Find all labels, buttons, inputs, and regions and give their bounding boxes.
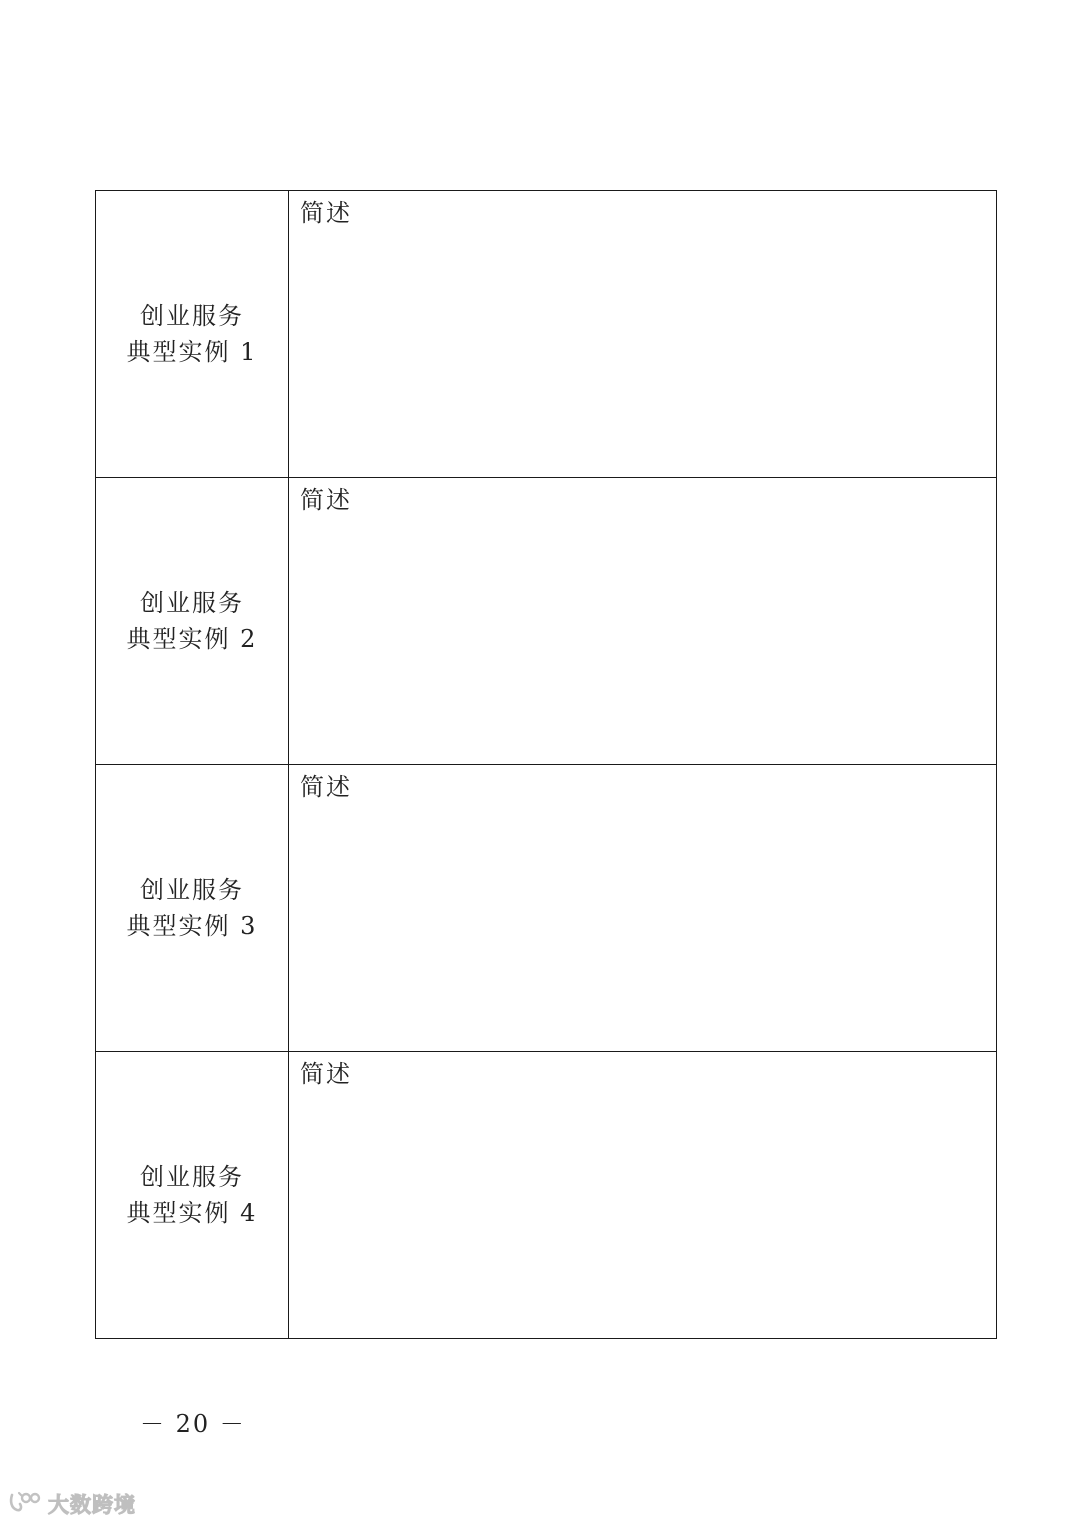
row-label-cell bbox=[96, 478, 289, 765]
table-row bbox=[96, 191, 997, 478]
description-cell[interactable] bbox=[289, 478, 997, 765]
description-label: 简述 bbox=[300, 1060, 352, 1088]
description-cell[interactable] bbox=[289, 191, 997, 478]
row-label-cell bbox=[96, 191, 289, 478]
description-cell[interactable] bbox=[289, 1052, 997, 1339]
description-label: 简述 bbox=[300, 773, 352, 801]
row-label-line1: 创业服务 bbox=[140, 589, 244, 617]
brand-logo-icon bbox=[8, 1489, 42, 1519]
description-cell[interactable] bbox=[289, 765, 997, 1052]
page-number: － 20 － bbox=[140, 1410, 246, 1438]
row-label-line1: 创业服务 bbox=[140, 876, 244, 904]
description-label: 简述 bbox=[300, 486, 352, 514]
row-label-line2: 典型实例 4 bbox=[126, 1199, 258, 1227]
row-label-line1: 创业服务 bbox=[140, 302, 244, 330]
row-label-line2: 典型实例 1 bbox=[126, 338, 258, 366]
table-row bbox=[96, 478, 997, 765]
row-label-line2: 典型实例 3 bbox=[126, 912, 258, 940]
table-row bbox=[96, 765, 997, 1052]
row-label-cell bbox=[96, 1052, 289, 1339]
watermark bbox=[8, 1488, 136, 1520]
row-label-line1: 创业服务 bbox=[140, 1163, 244, 1191]
case-form-table bbox=[95, 190, 997, 1339]
row-label-cell bbox=[96, 765, 289, 1052]
watermark-text: 大数跨境 bbox=[48, 1493, 136, 1517]
table-row bbox=[96, 1052, 997, 1339]
description-label: 简述 bbox=[300, 199, 352, 227]
row-label-line2: 典型实例 2 bbox=[126, 625, 258, 653]
